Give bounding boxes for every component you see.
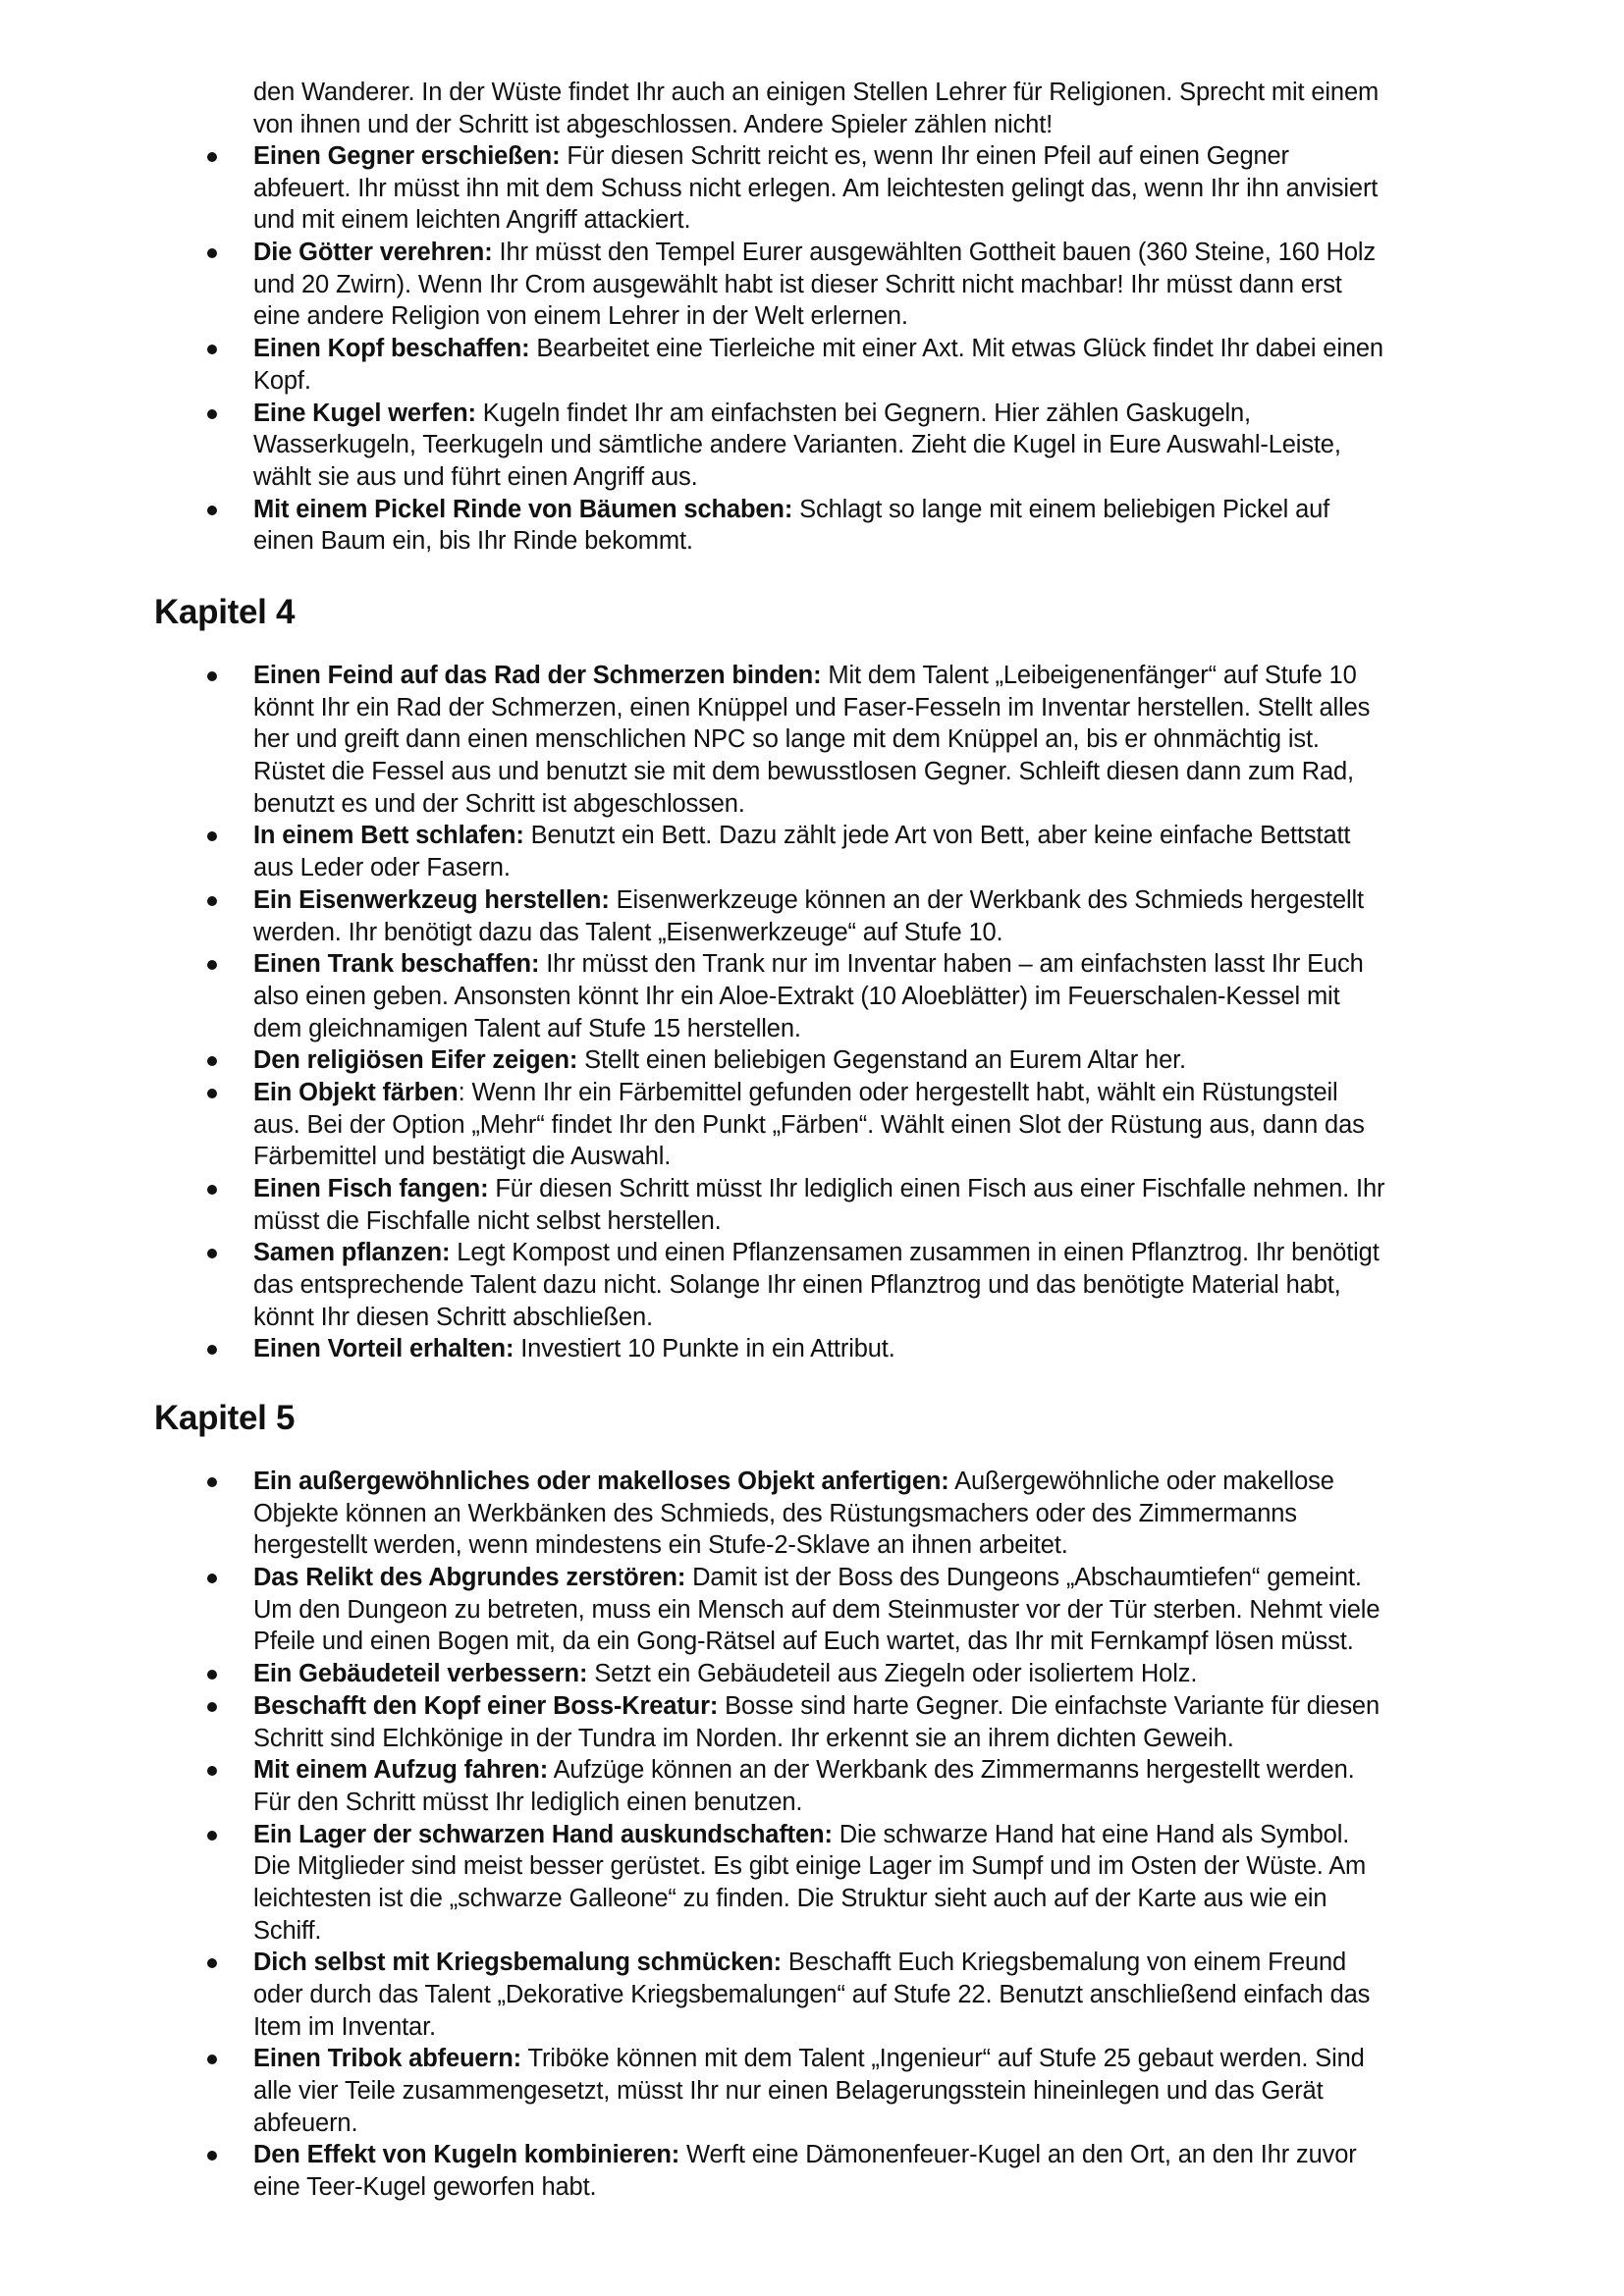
list-item (0, 1658, 1624, 1690)
bullet-icon (207, 152, 217, 162)
item-first-line (253, 237, 1624, 269)
bullet-icon (207, 960, 217, 970)
bullet-icon (207, 1056, 217, 1066)
chapter-4-step-list (0, 660, 1624, 1365)
list-item (0, 1044, 1624, 1077)
step-description: Die schwarze Hand hat eine Hand als Symbol. (832, 1820, 1350, 1848)
step-title: Einen Kopf beschaffen: (253, 335, 530, 363)
step-title: Ein Objekt färben (253, 1078, 459, 1106)
bullet-icon (207, 1089, 217, 1098)
step-description: Werft eine Dämonenfeuer-Kugel an den Ort, an den Ihr zuvor (679, 2141, 1357, 2169)
text-line: von ihnen und der Schritt ist abgeschlossen. Andere Spieler zählen nicht! (253, 110, 1054, 138)
item-first-line (253, 1690, 1624, 1723)
step-description-line: Schiff. (253, 1916, 322, 1945)
step-description-line: eine Teer-Kugel geworfen habt. (253, 2173, 597, 2202)
item-first-line (253, 333, 1624, 365)
item-first-line (253, 1333, 1624, 1365)
step-description-line: könnt Ihr ein Rad der Schmerzen, einen Knüppel und Faser-Fesseln im Inventar herstellen. Stellt alles (253, 693, 1371, 721)
step-description-line: und 20 Zwirn). Wenn Ihr Crom ausgewählt habt ist dieser Schritt nicht machbar! Ihr müsst dann erst (253, 270, 1342, 298)
step-description: Bearbeitet eine Tierleiche mit einer Axt. Mit etwas Glück findet Ihr dabei einen (529, 335, 1383, 363)
step-title: Das Relikt des Abgrundes zerstören: (253, 1564, 686, 1592)
step-description-line: oder durch das Talent „Dekorative Kriegsbemalungen“ auf Stufe 22. Benutzt anschließend einfach das (253, 1981, 1371, 2008)
list-item (0, 1754, 1624, 1818)
step-title: Eine Kugel werfen: (253, 399, 476, 427)
list-item (0, 1237, 1624, 1333)
list-item (0, 1562, 1624, 1658)
bullet-icon (207, 1345, 217, 1355)
list-item (0, 1819, 1624, 1948)
item-first-line (253, 660, 1624, 692)
list-item (0, 237, 1624, 333)
step-description-line: benutzt es und der Schritt ist abgeschlossen. (253, 789, 745, 818)
bullet-icon (207, 1766, 217, 1776)
list-item (0, 884, 1624, 948)
step-title: Ein Gebäudeteil verbessern: (253, 1660, 588, 1688)
step-description-line: Pfeile und einen Bogen mit, da ein Gong-Rätsel auf Euch wartet, das Ihr mit Fernkampf lösen müsst. (253, 1628, 1354, 1656)
item-first-line (253, 1947, 1624, 1979)
bullet-icon (207, 248, 217, 258)
step-description: Setzt ein Gebäudeteil aus Ziegeln oder isoliertem Holz. (587, 1660, 1198, 1688)
step-description: Ihr müsst den Tempel Eurer ausgewählten Gottheit bauen (360 Steine, 160 Holz (492, 239, 1377, 267)
step-title: Dich selbst mit Kriegsbemalung schmücken: (253, 1949, 782, 1977)
step-description-line: hergestellt werden, wenn mindestens ein Stufe-2-Sklave an ihnen arbeitet. (253, 1531, 1068, 1560)
step-description: Beschafft Euch Kriegsbemalung von einem Freund (782, 1949, 1347, 1977)
item-first-line (253, 820, 1624, 852)
step-title: Ein Eisenwerkzeug herstellen: (253, 885, 610, 914)
step-title: Mit einem Pickel Rinde von Bäumen schaben: (253, 495, 793, 523)
list-item (0, 1077, 1624, 1173)
step-description-line: Objekte können an Werkbänken des Schmieds, des Rüstungsmachers oder des Zimmermanns (253, 1499, 1297, 1527)
item-first-line (253, 1173, 1624, 1205)
bullet-icon (207, 409, 217, 419)
step-title: Ein Lager der schwarzen Hand auskundschaften: (253, 1820, 833, 1848)
bullet-icon (207, 1477, 217, 1487)
bullet-icon (207, 1574, 217, 1583)
step-description: Bosse sind harte Gegner. Die einfachste Variante für diesen (718, 1691, 1380, 1720)
item-first-line (253, 398, 1624, 430)
item-first-line (253, 1754, 1624, 1787)
bullet-icon (207, 1185, 217, 1195)
step-title: Samen pflanzen: (253, 1239, 451, 1267)
step-description-line: leichtesten ist die „schwarze Galleone“ zu finden. Die Struktur sieht auch auf der Karte aus wie ein (253, 1884, 1327, 1912)
step-description-line: und mit einem leichten Angriff attackiert. (253, 206, 691, 235)
item-first-line (253, 1658, 1624, 1690)
step-description-line: dem gleichnamigen Talent auf Stufe 15 herstellen. (253, 1014, 801, 1042)
step-description: Stellt einen beliebigen Gegenstand an Eurem Altar her. (577, 1046, 1186, 1075)
list-item (0, 948, 1624, 1044)
step-description: Ihr müsst den Trank nur im Inventar haben – am einfachsten lasst Ihr Euch (539, 950, 1364, 979)
step-description-line: Kopf. (253, 366, 311, 395)
step-title: Einen Feind auf das Rad der Schmerzen binden: (253, 662, 822, 689)
step-description-line: einen Baum ein, bis Ihr Rinde bekommt. (253, 527, 693, 556)
step-description-line: Wasserkugeln, Teerkugeln und sämtliche andere Varianten. Zieht die Kugel in Eure Auswahl-Leiste, (253, 431, 1341, 459)
step-title: Ein außergewöhnliches oder makelloses Objekt anfertigen: (253, 1468, 949, 1495)
step-description-line: aus. Bei der Option „Mehr“ findet Ihr den Punkt „Färben“. Wählt einen Slot der Rüstung aus, dann das (253, 1110, 1365, 1139)
item-first-line (253, 2139, 1624, 2171)
item-first-line (253, 1237, 1624, 1269)
list-item (0, 2139, 1624, 2203)
step-description: Außergewöhnliche oder makellose (948, 1468, 1334, 1495)
bullet-icon (207, 345, 217, 354)
item-first-line (253, 494, 1624, 526)
bullet-icon (207, 1670, 217, 1680)
step-description-line: wählt sie aus und führt einen Angriff aus. (253, 462, 698, 491)
step-description-line: könnt Ihr diesen Schritt abschließen. (253, 1303, 653, 1331)
step-description: Legt Kompost und einen Pflanzensamen zusammen in einen Pflanztrog. Ihr benötigt (450, 1239, 1380, 1267)
item-first-line (253, 1819, 1624, 1851)
list-item (0, 820, 1624, 883)
step-description-line: alle vier Teile zusammengesetzt, müsst Ihr nur einen Belagerungsstein hineinlegen und das Gerät (253, 2077, 1324, 2106)
step-title: In einem Bett schlafen: (253, 822, 524, 850)
step-description-line: eine andere Religion von einem Lehrer in der Welt erlernen. (253, 302, 908, 331)
list-item (0, 2043, 1624, 2139)
bullet-icon (207, 1958, 217, 1968)
step-description-line: Färbemittel und bestätigt die Auswahl. (253, 1143, 672, 1171)
step-description: Schlagt so lange mit einem beliebigen Pickel auf (792, 495, 1330, 523)
step-description-line: Rüstet die Fessel aus und benutzt sie mit dem bewusstlosen Gegner. Schleift diesen dann zum Rad, (253, 758, 1354, 786)
list-item (0, 494, 1624, 558)
chapter-3-step-list (0, 140, 1624, 558)
step-description: Mit dem Talent „Leibeigenenfänger“ auf Stufe 10 (821, 662, 1357, 689)
step-description: Investiert 10 Punkte in ein Attribut. (514, 1335, 895, 1363)
bullet-icon (207, 1831, 217, 1841)
bullet-icon (207, 506, 217, 515)
step-title: Die Götter verehren: (253, 239, 493, 267)
item-first-line (253, 1044, 1624, 1077)
step-description-line: werden. Ihr benötigt dazu das Talent „Eisenwerkzeuge“ auf Stufe 10. (253, 918, 1003, 946)
step-description: Für diesen Schritt müsst Ihr lediglich einen Fisch aus einer Fischfalle nehmen. Ihr (488, 1175, 1385, 1202)
step-description: : Wenn Ihr ein Färbemittel gefunden oder hergestellt habt, wählt ein Rüstungsteil (458, 1078, 1338, 1106)
item-first-line (253, 2043, 1624, 2075)
step-description: Kugeln findet Ihr am einfachsten bei Gegnern. Hier zählen Gaskugeln, (475, 399, 1251, 427)
step-title: Einen Vorteil erhalten: (253, 1335, 514, 1363)
list-item (0, 140, 1624, 237)
step-description: Triböke können mit dem Talent „Ingenieur“ auf Stufe 25 gebaut werden. Sind (521, 2045, 1365, 2073)
step-description-line: Item im Inventar. (253, 2012, 436, 2041)
step-description-line: Die Mitglieder sind meist besser gerüstet. Es gibt einige Lager im Sumpf und im Osten der Wüste. Am (253, 1852, 1367, 1881)
item-first-line (253, 1466, 1624, 1498)
list-item (0, 398, 1624, 494)
list-item (0, 1173, 1624, 1237)
bullet-icon (207, 2055, 217, 2064)
list-item (0, 1690, 1624, 1754)
chapter-5-step-list (0, 1466, 1624, 2204)
step-title: Einen Gegner erschießen: (253, 142, 561, 170)
item-first-line (253, 1562, 1624, 1594)
bullet-icon (207, 2151, 217, 2161)
bullet-icon (207, 831, 217, 841)
step-description: Benutzt ein Bett. Dazu zählt jede Art von Bett, aber keine einfache Bettstatt (523, 822, 1351, 850)
step-description-line: her und greift dann einen menschlichen NPC so lange mit dem Knüppel an, bis er ohnmächtig ist. (253, 725, 1320, 754)
step-title: Einen Fisch fangen: (253, 1175, 489, 1202)
step-description: Eisenwerkzeuge können an der Werkbank des Schmieds hergestellt (609, 885, 1364, 914)
step-description-line: müsst die Fischfalle nicht selbst herstellen. (253, 1206, 722, 1235)
step-title: Einen Trank beschaffen: (253, 950, 540, 979)
step-title: Mit einem Aufzug fahren: (253, 1756, 549, 1785)
step-description: Damit ist der Boss des Dungeons „Abschaumtiefen“ gemeint. (685, 1564, 1362, 1592)
step-description-line: aus Leder oder Fasern. (253, 854, 511, 882)
continued-paragraph (253, 77, 1379, 140)
text-line: den Wanderer. In der Wüste findet Ihr auch an einigen Stellen Lehrer für Religionen. Sprecht mit einem (253, 79, 1380, 106)
bullet-icon (207, 896, 217, 906)
step-description: Aufzüge können an der Werkbank des Zimmermanns hergestellt werden. (548, 1756, 1355, 1785)
chapter-5-heading: Kapitel 5 (154, 1399, 296, 1437)
item-first-line (253, 884, 1624, 917)
list-item (0, 1947, 1624, 2043)
step-description-line: abfeuern. (253, 2109, 358, 2137)
bullet-icon (207, 1249, 217, 1258)
item-first-line (253, 948, 1624, 981)
list-item (0, 333, 1624, 397)
bullet-icon (207, 1702, 217, 1712)
bullet-icon (207, 671, 217, 681)
step-title: Den religiösen Eifer zeigen: (253, 1046, 578, 1075)
step-description-line: Für den Schritt müsst Ihr lediglich einen benutzen. (253, 1788, 803, 1816)
step-title: Beschafft den Kopf einer Boss-Kreatur: (253, 1691, 719, 1720)
chapter-4-heading: Kapitel 4 (154, 593, 296, 631)
step-description: Für diesen Schritt reicht es, wenn Ihr einen Pfeil auf einen Gegner (560, 142, 1289, 170)
step-description-line: Um den Dungeon zu betreten, muss ein Mensch auf dem Steinmuster vor der Tür sterben. Nehmt viele (253, 1595, 1380, 1624)
step-description-line: das entsprechende Talent dazu nicht. Solange Ihr einen Pflanztrog und das benötigte Material habt, (253, 1271, 1341, 1300)
list-item (0, 660, 1624, 820)
step-description-line: abfeuert. Ihr müsst ihn mit dem Schuss nicht erlegen. Am leichtesten gelingt das, wenn Ihr ihn anvisiert (253, 174, 1379, 202)
step-description-line: Schritt sind Elchkönige in der Tundra im Norden. Ihr erkennt sie an ihrem dichten Geweih. (253, 1724, 1234, 1752)
item-first-line (253, 140, 1624, 173)
step-description-line: also einen geben. Ansonsten könnt Ihr ein Aloe-Extrakt (10 Aloeblätter) im Feuerschalen-Kessel mit (253, 982, 1340, 1010)
item-first-line (253, 1077, 1624, 1109)
list-item (0, 1333, 1624, 1365)
list-item (0, 1466, 1624, 1562)
step-title: Einen Tribok abfeuern: (253, 2045, 521, 2073)
step-title: Den Effekt von Kugeln kombinieren: (253, 2141, 680, 2169)
